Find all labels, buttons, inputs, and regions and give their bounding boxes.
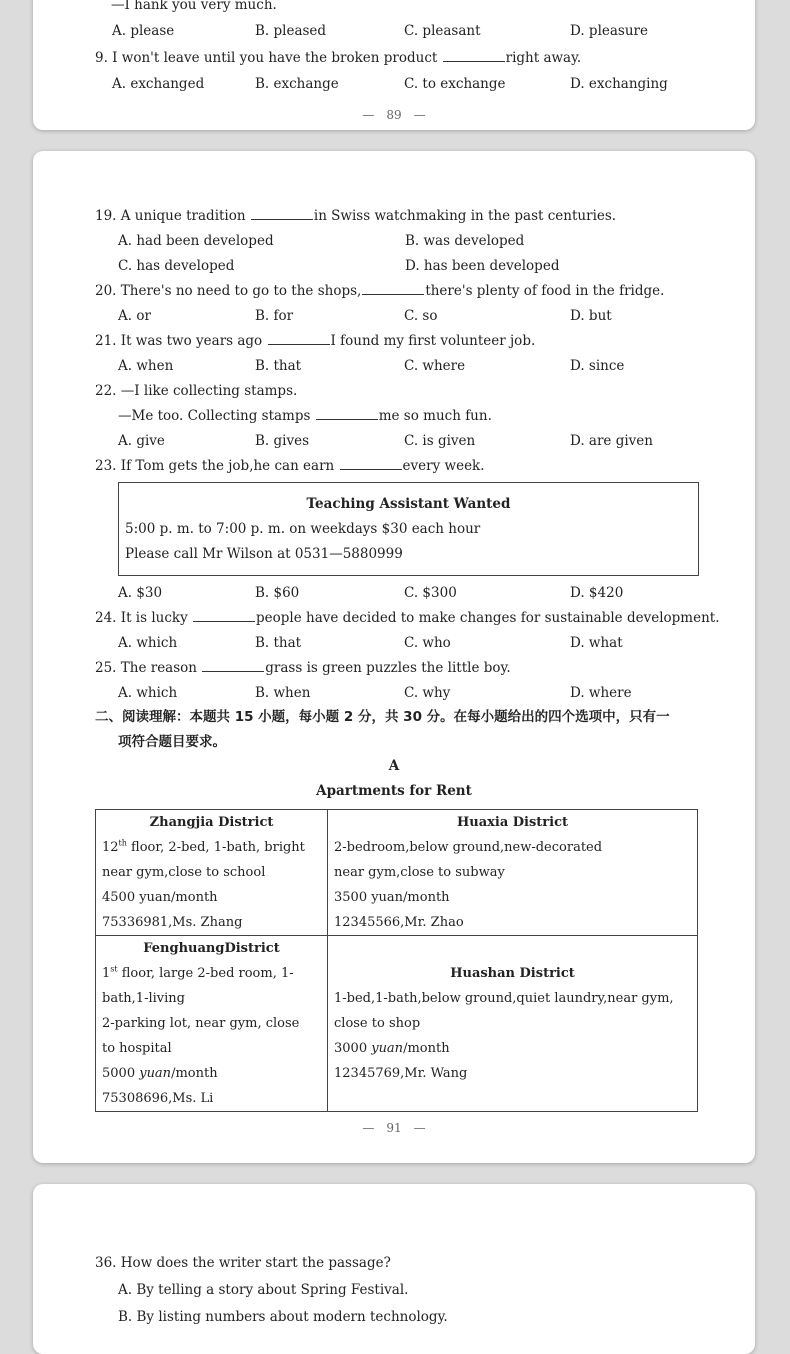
q25-option-a: A. which (118, 685, 178, 701)
q20-option-d: D. but (570, 308, 612, 324)
table-line: 75308696,Ms. Li (102, 1091, 214, 1106)
table-cell-fenghuang (96, 936, 328, 1112)
table-line: 1-bed,1-bath,below ground,quiet laundry,near gym, (334, 991, 674, 1006)
table-line: near gym,close to school (102, 865, 266, 880)
q19-option-a: A. had been developed (118, 233, 274, 249)
q9-option-d: D. exchanging (570, 76, 668, 92)
table-line: 3000 yuan/month (334, 1041, 450, 1056)
table-line: to hospital (102, 1041, 172, 1056)
q24-option-b: B. that (255, 635, 302, 651)
table-row (96, 810, 698, 936)
q21-option-d: D. since (570, 358, 625, 374)
q22-option-c: C. is given (404, 433, 476, 449)
q36-option-b: B. By listing numbers about modern technology. (118, 1309, 448, 1325)
q24-stem: 24. It is lucky people have decided to make changes for sustainable development. (95, 610, 720, 626)
table-line: close to shop (334, 1016, 421, 1031)
q23-option-c: C. $300 (404, 585, 457, 601)
page-card-89 (33, 0, 755, 130)
page-card-91 (33, 151, 755, 1163)
table-line: bath,1-living (102, 991, 185, 1006)
answer-blank (251, 207, 313, 220)
q20-option-a: A. or (118, 308, 151, 324)
table-line: 12345566,Mr. Zhao (334, 915, 464, 930)
q24-option-c: C. who (404, 635, 451, 651)
answer-blank (362, 282, 424, 295)
table-line: 12th floor, 2-bed, 1-bath, bright (102, 838, 305, 855)
q9-stem: 9. I won't leave until you have the broken product right away. (95, 50, 582, 66)
q23-option-d: D. $420 (570, 585, 624, 601)
q9-option-a: A. exchanged (112, 76, 205, 92)
table-cell-huaxia (328, 810, 698, 936)
q20-stem: 20. There's no need to go to the shops, there's plenty of food in the fridge. (95, 283, 665, 299)
answer-blank (340, 457, 402, 470)
q25-option-c: C. why (404, 685, 451, 701)
q9-option-c: C. to exchange (404, 76, 506, 92)
answer-blank (202, 659, 264, 672)
q36-option-a: A. By telling a story about Spring Festival. (118, 1282, 409, 1298)
table-line: 5000 yuan/month (102, 1066, 218, 1081)
ad-line-hours: 5:00 p. m. to 7:00 p. m. on weekdays $30 each hour (125, 521, 481, 537)
district-name: Zhangjia District (149, 815, 274, 830)
q20-option-c: C. so (404, 308, 438, 324)
district-name: Huaxia District (456, 815, 569, 830)
answer-blank (193, 609, 255, 622)
q8-option-a: A. please (112, 23, 175, 39)
q22-stem: 22. —I like collecting stamps. (95, 383, 298, 399)
table-line: near gym,close to subway (334, 865, 505, 880)
passage-letter: A (388, 758, 400, 774)
q21-option-a: A. when (118, 358, 174, 374)
table-line: 3500 yuan/month (334, 890, 450, 905)
q8-dialog-line: —I hank you very much. (111, 0, 277, 13)
q25-stem: 25. The reason grass is green puzzles the little boy. (95, 660, 511, 676)
q22-option-b: B. gives (255, 433, 310, 449)
q36-stem: 36. How does the writer start the passage? (95, 1255, 391, 1271)
section-heading: 二、阅读理解：本题共 15 小题，每小题 2 分，共 30 分。在每小题给出的四个选项中，只有一 (95, 709, 670, 725)
ad-line-contact: Please call Mr Wilson at 0531—5880999 (125, 546, 403, 562)
q21-option-c: C. where (404, 358, 466, 374)
page-number: — 91 — (362, 1121, 426, 1135)
q23-option-b: B. $60 (255, 585, 300, 601)
table-cell-huashan (328, 936, 698, 1112)
q23-option-a: A. $30 (118, 585, 163, 601)
q19-stem: 19. A unique tradition in Swiss watchmaking in the past centuries. (95, 208, 617, 224)
q9-option-b: B. exchange (255, 76, 339, 92)
page-number: — 89 — (362, 108, 426, 122)
q8-option-b: B. pleased (255, 23, 327, 39)
q19-option-c: C. has developed (118, 258, 235, 274)
q20-option-b: B. for (255, 308, 294, 324)
q21-stem: 21. It was two years ago I found my first volunteer job. (95, 333, 536, 349)
q24-option-d: D. what (570, 635, 623, 651)
q22-option-a: A. give (118, 433, 165, 449)
ad-title: Teaching Assistant Wanted (306, 496, 511, 512)
q19-option-b: B. was developed (405, 233, 525, 249)
table-line: 2-parking lot, near gym, close (102, 1016, 300, 1031)
table-line: 75336981,Ms. Zhang (102, 915, 243, 930)
q23-stem: 23. If Tom gets the job,he can earn every week. (95, 458, 485, 474)
answer-blank (443, 49, 505, 62)
table-cell-zhangjia (96, 810, 328, 936)
table-line: 2-bedroom,below ground,new-decorated (334, 840, 603, 855)
q22-response: —Me too. Collecting stamps me so much fun. (118, 408, 492, 424)
table-line: 4500 yuan/month (102, 890, 218, 905)
q22-option-d: D. are given (570, 433, 653, 449)
section-heading-cont: 项符合题目要求。 (118, 734, 226, 750)
table-line: 12345769,Mr. Wang (334, 1066, 468, 1081)
table-line: 1st floor, large 2-bed room, 1- (102, 964, 294, 981)
q25-option-d: D. where (570, 685, 632, 701)
q8-option-d: D. pleasure (570, 23, 648, 39)
district-name: FenghuangDistrict (143, 941, 280, 956)
job-ad-box (118, 482, 699, 576)
apartments-table (95, 809, 698, 1112)
answer-blank (268, 332, 330, 345)
q25-option-b: B. when (255, 685, 311, 701)
district-name: Huashan District (450, 966, 575, 981)
q19-option-d: D. has been developed (405, 258, 560, 274)
page-card-next (33, 1184, 755, 1354)
q21-option-b: B. that (255, 358, 302, 374)
answer-blank (316, 407, 378, 420)
table-row (96, 936, 698, 1112)
passage-title: Apartments for Rent (316, 783, 472, 799)
q8-option-c: C. pleasant (404, 23, 481, 39)
q24-option-a: A. which (118, 635, 178, 651)
